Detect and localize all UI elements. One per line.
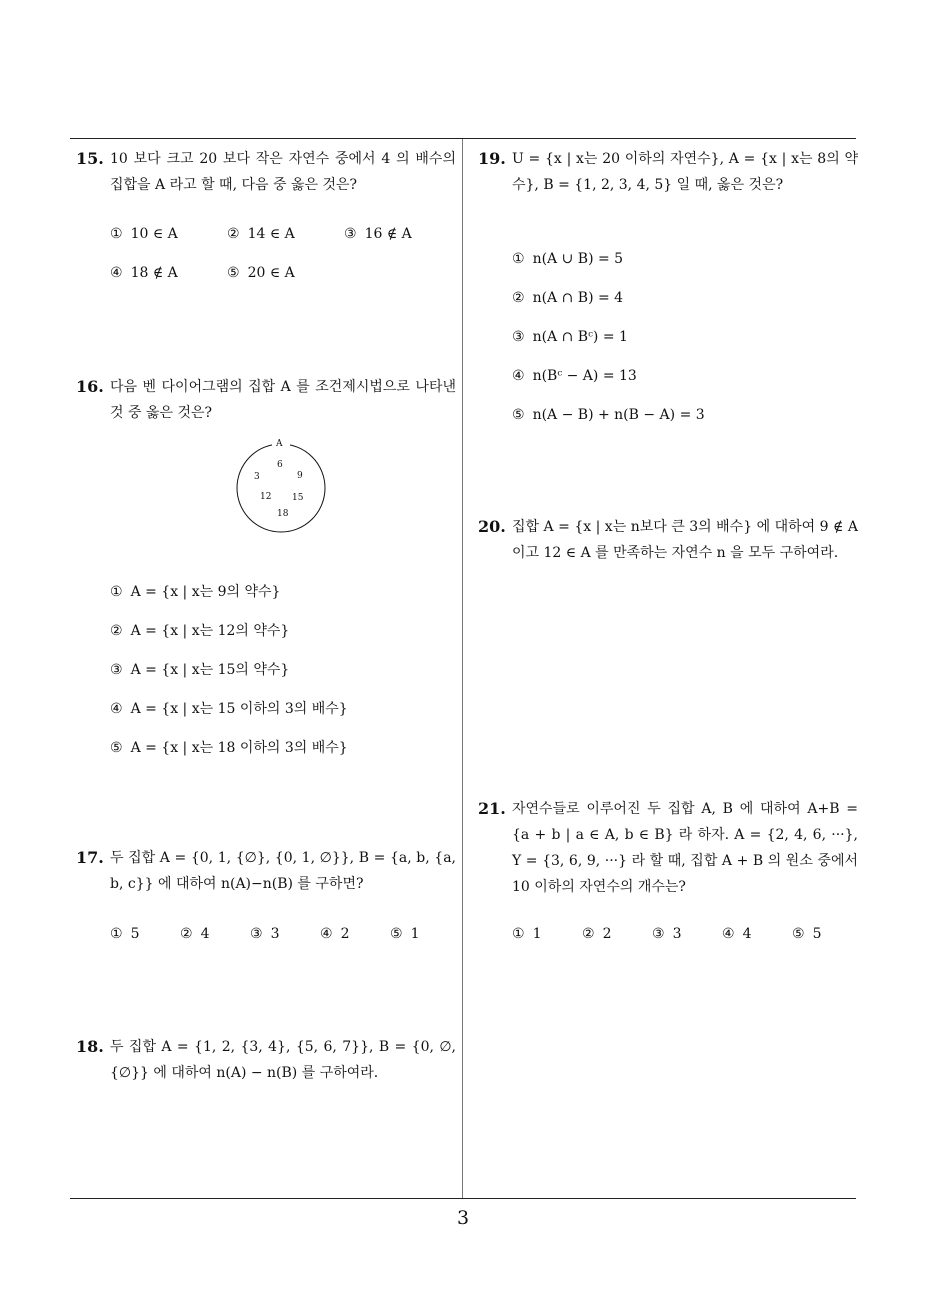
question-18 [76, 1034, 456, 1086]
question-stem: U = {x | x는 20 이하의 자연수}, A = {x | x는 8의 약수}, B = {1, 2, 3, 4, 5} 일 때, 옳은 것은? [512, 151, 858, 193]
option-1[interactable]: ① 10 ∈ A [110, 226, 178, 242]
option-2[interactable]: ② 2 [582, 926, 612, 942]
option-4[interactable]: ④ 18 ∉ A [110, 265, 178, 281]
option-5[interactable]: ⑤ n(A − B) + n(B − A) = 3 [512, 407, 705, 423]
question-stem: 다음 벤 다이어그램의 집합 A 를 조건제시법으로 나타낸 것 중 옳은 것은? [110, 379, 456, 421]
option-1[interactable]: ① 1 [512, 926, 542, 942]
option-5[interactable]: ⑤ A = {x | x는 18 이하의 3의 배수} [110, 740, 348, 756]
venn-diagram [234, 436, 328, 534]
option-4[interactable]: ④ A = {x | x는 15 이하의 3의 배수} [110, 701, 348, 717]
question-stem: 두 집합 A = {1, 2, {3, 4}, {5, 6, 7}}, B = {0, ∅, {∅}} 에 대하여 n(A) − n(B) 를 구하여라. [110, 1039, 456, 1081]
page-number: 3 [456, 1207, 470, 1229]
question-number: 20. [478, 517, 506, 536]
option-2[interactable]: ② A = {x | x는 12의 약수} [110, 623, 290, 639]
question-20 [478, 514, 858, 566]
question-21 [478, 796, 858, 900]
option-4[interactable]: ④ 4 [722, 926, 752, 942]
bottom-rule [70, 1198, 856, 1199]
question-stem: 10 보다 크고 20 보다 작은 자연수 중에서 4 의 배수의 집합을 A 라고 할 때, 다음 중 옳은 것은? [110, 151, 456, 193]
option-2[interactable]: ② n(A ∩ B) = 4 [512, 290, 624, 306]
question-16 [76, 374, 456, 426]
question-number: 17. [76, 848, 104, 867]
option-4[interactable]: ④ 2 [320, 926, 350, 942]
question-number: 16. [76, 377, 104, 396]
top-rule [70, 138, 856, 139]
question-stem: 자연수들로 이루어진 두 집합 A, B 에 대하여 A+B = {a + b | a ∈ A, b ∈ B} 라 하자. A = {2, 4, 6, ···}, Y = {3, 6, 9, ···} 라 할 때, 집합 A + B 의 원소 중에서 10 이하의 자연수의 개수는? [512, 801, 858, 895]
question-19 [478, 146, 858, 198]
option-1[interactable]: ① 5 [110, 926, 140, 942]
question-17 [76, 845, 456, 897]
option-2[interactable]: ② 4 [180, 926, 210, 942]
question-number: 21. [478, 799, 506, 818]
venn-element: 12 [260, 492, 272, 502]
column-divider [462, 139, 463, 1198]
venn-element: 15 [292, 493, 304, 503]
option-5[interactable]: ⑤ 1 [390, 926, 420, 942]
venn-element: 3 [254, 472, 260, 482]
option-3[interactable]: ③ n(A ∩ Bᶜ) = 1 [512, 329, 628, 345]
option-1[interactable]: ① A = {x | x는 9의 약수} [110, 584, 281, 600]
venn-element: 9 [297, 471, 303, 481]
option-3[interactable]: ③ 16 ∉ A [344, 226, 412, 242]
option-3[interactable]: ③ 3 [250, 926, 280, 942]
option-2[interactable]: ② 14 ∈ A [227, 226, 295, 242]
venn-element: 6 [277, 460, 283, 470]
option-3[interactable]: ③ A = {x | x는 15의 약수} [110, 662, 290, 678]
question-stem: 집합 A = {x | x는 n보다 큰 3의 배수} 에 대하여 9 ∉ A 이고 12 ∈ A 를 만족하는 자연수 n 을 모두 구하여라. [512, 519, 858, 561]
option-1[interactable]: ① n(A ∪ B) = 5 [512, 251, 624, 267]
option-5[interactable]: ⑤ 5 [792, 926, 822, 942]
question-number: 19. [478, 149, 506, 168]
venn-element: 18 [277, 509, 289, 519]
question-number: 18. [76, 1037, 104, 1056]
question-number: 15. [76, 149, 104, 168]
option-5[interactable]: ⑤ 20 ∈ A [227, 265, 295, 281]
venn-set-label: A [276, 439, 283, 449]
option-4[interactable]: ④ n(Bᶜ − A) = 13 [512, 368, 637, 384]
option-3[interactable]: ③ 3 [652, 926, 682, 942]
question-stem: 두 집합 A = {0, 1, {∅}, {0, 1, ∅}}, B = {a, b, {a, b, c}} 에 대하여 n(A)−n(B) 를 구하면? [110, 850, 456, 892]
question-15 [76, 146, 456, 198]
